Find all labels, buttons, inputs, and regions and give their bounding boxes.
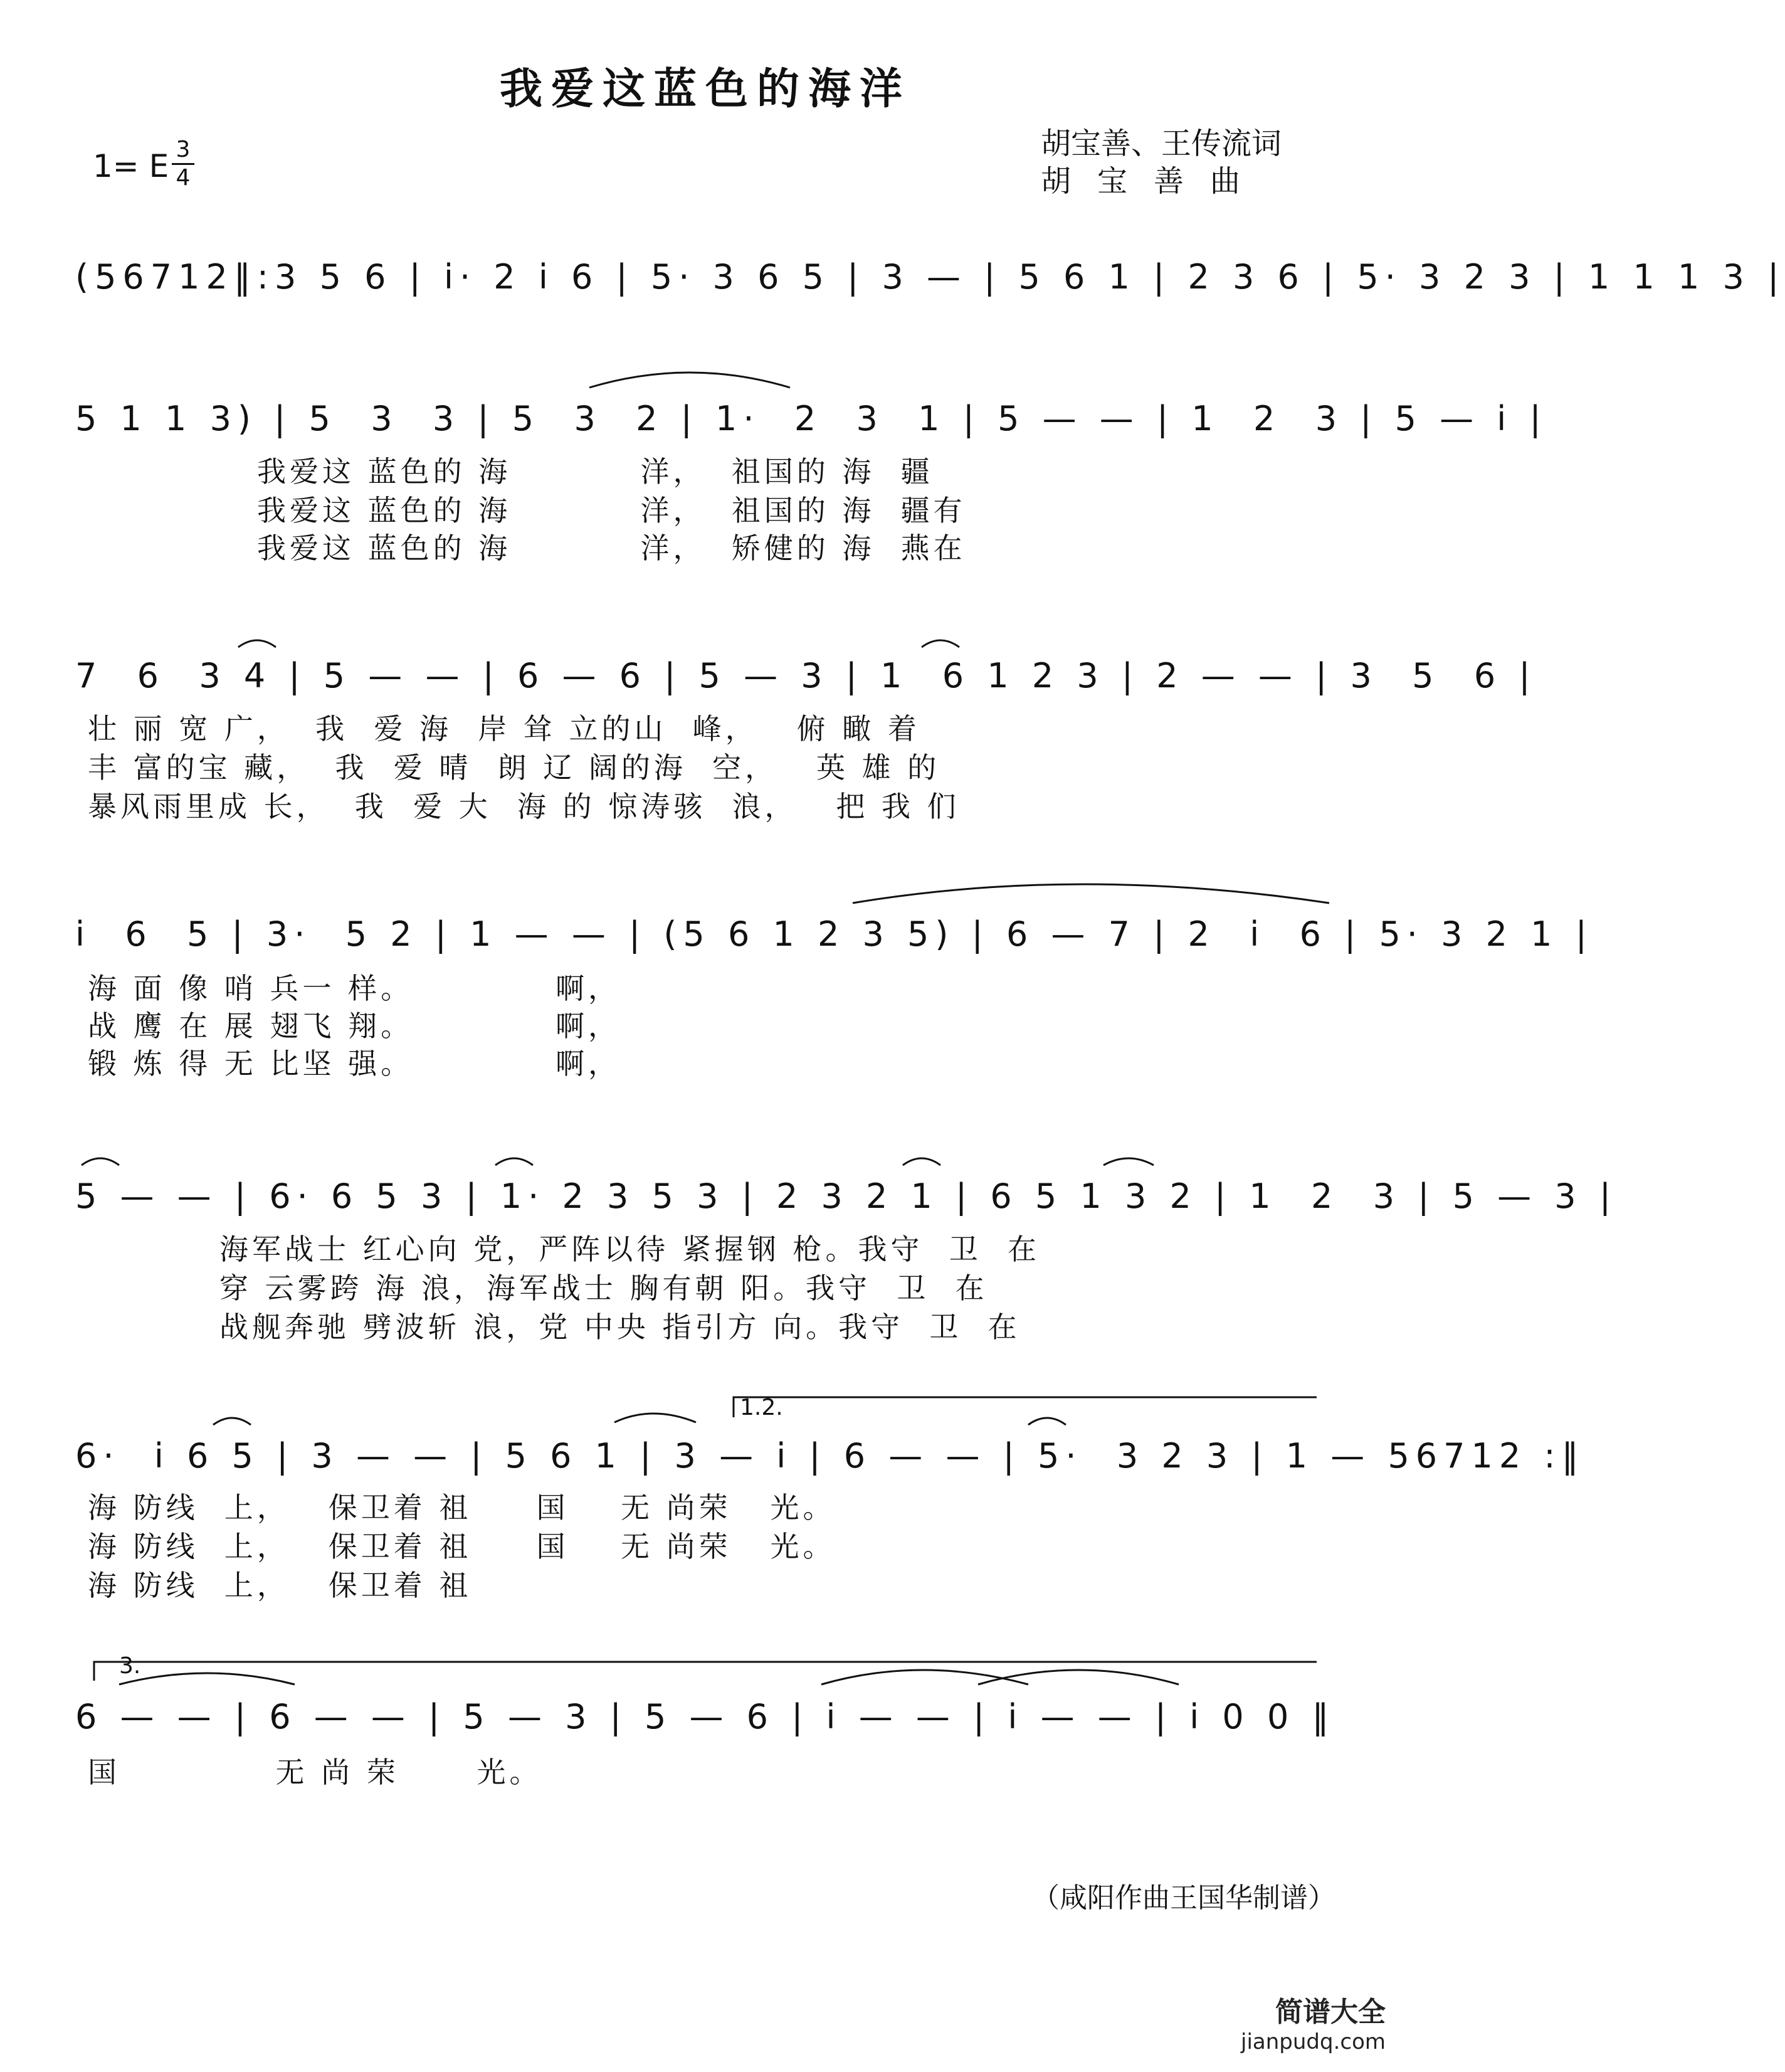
lyric-verse-3: 暴风雨里成 长， 我 爱 大 海 的 惊涛骇 浪， 把 我 们	[88, 790, 960, 823]
watermark-name: 简谱大全	[1275, 1996, 1386, 2028]
volta-bracket-third: 3.	[119, 1653, 141, 1679]
lyric-verse-2: 海 防线 上， 保卫着 祖 国 无 尚荣 光。	[88, 1530, 836, 1563]
lyric-verse-1: 壮 丽 宽 广， 我 爱 海 岸 耸 立的山 峰， 俯 瞰 着	[88, 712, 920, 746]
lyric-verse-1: 海军战士 红心向 党，严阵以待 紧握钢 枪。我守 卫 在	[219, 1232, 1040, 1266]
lyric-verse-3: 锻 炼 得 无 比坚 强。 啊，	[88, 1047, 621, 1081]
tie-arc	[1028, 1418, 1066, 1425]
tie-arc	[119, 1673, 295, 1684]
key-signature: 1= E	[93, 148, 169, 184]
tie-arc	[853, 884, 1329, 903]
tie-arc	[821, 1670, 1028, 1684]
time-sig-top: 3	[176, 137, 191, 162]
lyric-verse-2: 战 鹰 在 展 翅飞 翔。 啊，	[88, 1009, 621, 1043]
notes-line: 6· i 6 5 | 3 — — | 5 6 1 | 3 — i | 6 — — | 5· 3 2 3 | 1 — 56712 :‖	[75, 1436, 1585, 1476]
composer-credit: 胡宝善曲	[1041, 164, 1267, 199]
volta-line	[94, 1662, 1317, 1681]
tie-arc	[922, 640, 959, 647]
lyric-verse-1: 海 面 像 哨 兵一 样。 啊，	[88, 971, 621, 1005]
lyric-verse-3: 海 防线 上， 保卫着 祖	[88, 1568, 472, 1602]
tie-arc	[903, 1158, 940, 1165]
lyric-verse-1: 国 无 尚 荣 光。	[88, 1755, 542, 1789]
notes-line: (56712‖:3 5 6 | i· 2 i 6 | 5· 3 6 5 | 3 — | 5 6 1 | 2 3 6 | 5· 3 2 3 | 1 1 1 3 |	[75, 257, 1785, 297]
tie-arc	[82, 1158, 119, 1165]
notes-line: 5 1 1 3) | 5 3 3 | 5 3 2 | 1· 2 3 1 | 5 — — | 1 2 3 | 5 — i |	[75, 399, 1547, 438]
tie-arc	[495, 1158, 533, 1165]
tie-arc	[213, 1418, 251, 1425]
tie-arc	[1103, 1158, 1154, 1165]
lyric-verse-2: 我爱这 蓝色的 海 洋， 祖国的 海 疆有	[257, 494, 966, 527]
lyric-verse-2: 丰 富的宝 藏， 我 爱 晴 朗 辽 阔的海 空， 英 雄 的	[88, 751, 940, 785]
watermark-url: jianpudq.com	[1241, 2029, 1386, 2054]
volta-line	[734, 1397, 1317, 1417]
tie-arc	[614, 1414, 696, 1422]
notes-line: 5 — — | 6· 6 5 3 | 1· 2 3 5 3 | 2 3 2 1 | 6 5 1 3 2 | 1 2 3 | 5 — 3 |	[75, 1176, 1618, 1216]
transcriber-credit: （咸阳作曲王国华制谱）	[1032, 1882, 1335, 1914]
notes-line: 6 — — | 6 — — | 5 — 3 | 5 — 6 | i — — | i — — | i 0 0 ‖	[75, 1697, 1335, 1736]
lyric-verse-2: 穿 云雾跨 海 浪，海军战士 胸有朝 阳。我守 卫 在	[219, 1271, 988, 1305]
tie-arc	[978, 1670, 1179, 1684]
lyric-verse-3: 我爱这 蓝色的 海 洋， 矫健的 海 燕在	[257, 531, 966, 565]
song-title: 我爱这蓝色的海洋	[499, 64, 911, 114]
notes-line: 7 6 3 4 | 5 — — | 6 — 6 | 5 — 3 | 1 6 1 2 3 | 2 — — | 3 5 6 |	[75, 656, 1537, 695]
lyricist-credit: 胡宝善、王传流词	[1041, 126, 1282, 161]
lyric-verse-1: 海 防线 上， 保卫着 祖 国 无 尚荣 光。	[88, 1491, 836, 1525]
tie-arc	[238, 640, 276, 647]
time-sig-bottom: 4	[176, 165, 191, 191]
volta-bracket-first: 1.2.	[740, 1395, 783, 1420]
notes-line: i 6 5 | 3· 5 2 | 1 — — | (5 6 1 2 3 5) | 6 — 7 | 2 i 6 | 5· 3 2 1 |	[75, 914, 1593, 954]
lyric-verse-1: 我爱这 蓝色的 海 洋， 祖国的 海 疆	[257, 455, 934, 489]
tie-arc	[589, 373, 790, 388]
lyric-verse-3: 战舰奔驰 劈波斩 浪，党 中央 指引方 向。我守 卫 在	[219, 1310, 1021, 1344]
